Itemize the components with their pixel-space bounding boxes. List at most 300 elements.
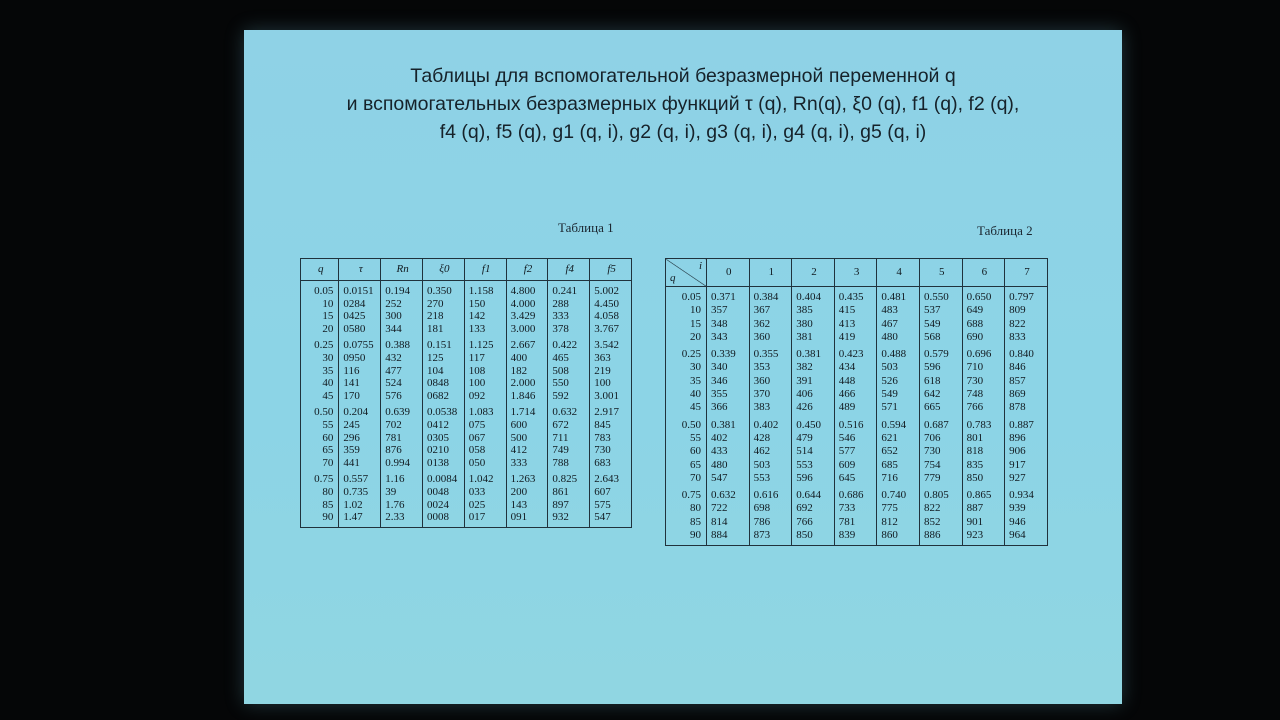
table-cell: 781 [834,516,877,529]
table-cell: 1.76 [381,499,423,512]
table-cell: 419 [834,331,877,344]
row-q-cell: 60 [301,432,339,445]
table-row [301,486,632,499]
table-cell: 0.934 [1005,485,1048,502]
table-cell: 857 [1005,375,1048,388]
table2-corner-cell [666,259,707,287]
table-row [301,432,632,445]
table-row [666,445,1048,458]
table-cell: 0.481 [877,287,920,305]
table-cell: 0.355 [749,344,792,361]
table-cell: 050 [464,457,506,470]
table-cell: 596 [919,361,962,374]
table-cell: 0.805 [919,485,962,502]
table-cell: 0.840 [1005,344,1048,361]
table-cell: 4.058 [590,310,632,323]
table-cell: 348 [707,318,750,331]
table-row [301,511,632,527]
table-cell: 4.800 [506,281,548,298]
table-row [301,377,632,390]
table-cell: 901 [962,516,1005,529]
table-row [666,388,1048,401]
table2-header-cell: 4 [877,259,920,287]
table-cell: 370 [749,388,792,401]
table-cell: 927 [1005,472,1048,485]
row-q-cell: 0.50 [301,402,339,419]
table-cell: 406 [792,388,835,401]
table-cell: 1.47 [339,511,381,527]
row-q-cell: 40 [301,377,339,390]
table-cell: 0.639 [381,402,423,419]
table-cell: 0.686 [834,485,877,502]
table-cell: 672 [548,419,590,432]
table-cell: 781 [381,432,423,445]
table-row [301,352,632,365]
table-cell: 835 [962,459,1005,472]
table-cell: 067 [464,432,506,445]
table-cell: 852 [919,516,962,529]
table2-header-row [666,259,1048,287]
table-cell: 432 [381,352,423,365]
table-row [301,457,632,470]
row-q-cell: 0.25 [666,344,707,361]
table-cell: 104 [423,365,465,378]
table1-header-cell: f4 [548,259,590,281]
table-cell: 886 [919,529,962,546]
table-cell: 526 [877,375,920,388]
table-cell: 896 [1005,432,1048,445]
table-cell: 692 [792,502,835,515]
table1-header-cell: τ [339,259,381,281]
table-cell: 553 [749,472,792,485]
table-cell: 3.542 [590,335,632,352]
table-cell: 0.350 [423,281,465,298]
table-cell: 748 [962,388,1005,401]
table-cell: 252 [381,298,423,311]
table-cell: 142 [464,310,506,323]
table-cell: 0.0151 [339,281,381,298]
table-cell: 480 [707,459,750,472]
table-cell: 333 [506,457,548,470]
table-cell: 362 [749,318,792,331]
table-cell: 0.644 [792,485,835,502]
table-row [666,516,1048,529]
corner-col-label: i [698,260,702,272]
row-q-cell: 0.75 [301,469,339,486]
table-cell: 2.000 [506,377,548,390]
table-cell: 514 [792,445,835,458]
table-row [666,361,1048,374]
table2-header-cell: 2 [792,259,835,287]
row-q-cell: 15 [301,310,339,323]
table-row [301,298,632,311]
table-cell: 833 [1005,331,1048,344]
table-cell: 1.263 [506,469,548,486]
table-cell: 547 [707,472,750,485]
table-cell: 801 [962,432,1005,445]
table-cell: 0.339 [707,344,750,361]
table-row [301,402,632,419]
table-cell: 571 [877,401,920,414]
table-cell: 730 [962,375,1005,388]
row-q-cell: 30 [301,352,339,365]
table-cell: 0008 [423,511,465,527]
table-cell: 344 [381,323,423,336]
table-cell: 353 [749,361,792,374]
table-cell: 0.435 [834,287,877,305]
row-q-cell: 10 [666,304,707,317]
table-cell: 433 [707,445,750,458]
row-q-cell: 55 [301,419,339,432]
table-cell: 125 [423,352,465,365]
table-row [666,375,1048,388]
row-q-cell: 55 [666,432,707,445]
table-row [666,344,1048,361]
row-q-cell: 90 [666,529,707,546]
table-cell: 4.450 [590,298,632,311]
table-cell: 822 [1005,318,1048,331]
table-cell: 698 [749,502,792,515]
table-cell: 360 [749,375,792,388]
table-cell: 766 [792,516,835,529]
table-cell: 2.917 [590,402,632,419]
table-row [301,335,632,352]
table-row [666,401,1048,414]
table-cell: 296 [339,432,381,445]
table-cell: 0.632 [548,402,590,419]
row-q-cell: 35 [301,365,339,378]
table-cell: 0580 [339,323,381,336]
table-row [301,469,632,486]
table-cell: 730 [590,444,632,457]
table-cell: 939 [1005,502,1048,515]
table-cell: 343 [707,331,750,344]
row-q-cell: 15 [666,318,707,331]
table-row [666,529,1048,546]
table-cell: 642 [919,388,962,401]
table-cell: 621 [877,432,920,445]
table2-header-cell: 3 [834,259,877,287]
table-cell: 300 [381,310,423,323]
table-row [666,318,1048,331]
table2-header-cell: 6 [962,259,1005,287]
row-q-cell: 20 [301,323,339,336]
table-cell: 850 [962,472,1005,485]
table-cell: 0.687 [919,415,962,432]
table1-body [301,281,632,528]
table-cell: 0.632 [707,485,750,502]
table-cell: 809 [1005,304,1048,317]
table-cell: 0.550 [919,287,962,305]
table-cell: 861 [548,486,590,499]
table-cell: 270 [423,298,465,311]
row-q-cell: 70 [301,457,339,470]
table-cell: 182 [506,365,548,378]
table-cell: 1.042 [464,469,506,486]
row-q-cell: 0.05 [301,281,339,298]
table-row [301,390,632,403]
table1-header-cell: f1 [464,259,506,281]
table-cell: 141 [339,377,381,390]
table-cell: 546 [834,432,877,445]
table-cell: 0.650 [962,287,1005,305]
table-cell: 333 [548,310,590,323]
table-cell: 710 [962,361,1005,374]
table-cell: 477 [381,365,423,378]
table1 [300,258,632,528]
table-cell: 480 [877,331,920,344]
table-cell: 402 [707,432,750,445]
table-cell: 0412 [423,419,465,432]
table-cell: 1.083 [464,402,506,419]
row-q-cell: 85 [666,516,707,529]
table-cell: 025 [464,499,506,512]
table-cell: 0425 [339,310,381,323]
table-cell: 850 [792,529,835,546]
table-cell: 200 [506,486,548,499]
table-cell: 730 [919,445,962,458]
table-cell: 0.204 [339,402,381,419]
table-cell: 754 [919,459,962,472]
table-cell: 596 [792,472,835,485]
table-cell: 170 [339,390,381,403]
table-cell: 878 [1005,401,1048,414]
table-cell: 2.667 [506,335,548,352]
table-cell: 0.887 [1005,415,1048,432]
table-cell: 0.488 [877,344,920,361]
row-q-cell: 0.25 [301,335,339,352]
table-cell: 0138 [423,457,465,470]
table-cell: 818 [962,445,1005,458]
table-cell: 503 [877,361,920,374]
table-cell: 822 [919,502,962,515]
table-cell: 702 [381,419,423,432]
row-q-cell: 65 [666,459,707,472]
table-cell: 549 [877,388,920,401]
table-cell: 884 [707,529,750,546]
table-cell: 479 [792,432,835,445]
table-cell: 412 [506,444,548,457]
table-cell: 413 [834,318,877,331]
table-cell: 923 [962,529,1005,546]
table-cell: 5.002 [590,281,632,298]
table-cell: 366 [707,401,750,414]
table-cell: 839 [834,529,877,546]
table-cell: 0.241 [548,281,590,298]
table-cell: 897 [548,499,590,512]
table-cell: 346 [707,375,750,388]
table-cell: 092 [464,390,506,403]
table-cell: 0.825 [548,469,590,486]
table-cell: 245 [339,419,381,432]
table-cell: 0.404 [792,287,835,305]
table-cell: 869 [1005,388,1048,401]
table-cell: 355 [707,388,750,401]
row-q-cell: 80 [666,502,707,515]
table-cell: 716 [877,472,920,485]
table-cell: 017 [464,511,506,527]
table-cell: 091 [506,511,548,527]
table-cell: 887 [962,502,1005,515]
table-cell: 441 [339,457,381,470]
row-q-cell: 85 [301,499,339,512]
table-cell: 845 [590,419,632,432]
table-cell: 4.000 [506,298,548,311]
table-cell: 378 [548,323,590,336]
table-cell: 607 [590,486,632,499]
table-cell: 181 [423,323,465,336]
row-q-cell: 90 [301,511,339,527]
row-q-cell: 0.05 [666,287,707,305]
table-cell: 400 [506,352,548,365]
table-cell: 711 [548,432,590,445]
table-cell: 1.714 [506,402,548,419]
table-cell: 500 [506,432,548,445]
table-cell: 0950 [339,352,381,365]
row-q-cell: 70 [666,472,707,485]
table2-header-cell: 0 [707,259,750,287]
title-line-1: Таблицы для вспомогательной безразмерной переменной q [410,65,956,87]
table-cell: 876 [381,444,423,457]
table-cell: 3.429 [506,310,548,323]
table-cell: 508 [548,365,590,378]
table-cell: 1.158 [464,281,506,298]
table-cell: 503 [749,459,792,472]
table-row [666,502,1048,515]
table-cell: 1.125 [464,335,506,352]
table-cell: 3.767 [590,323,632,336]
table-cell: 524 [381,377,423,390]
table-cell: 367 [749,304,792,317]
table-cell: 0.381 [792,344,835,361]
table-cell: 100 [590,377,632,390]
table-cell: 448 [834,375,877,388]
table2 [665,258,1048,546]
table-cell: 576 [381,390,423,403]
table-cell: 0.422 [548,335,590,352]
table-cell: 0.388 [381,335,423,352]
table-cell: 0.516 [834,415,877,432]
table-cell: 0.783 [962,415,1005,432]
table-cell: 690 [962,331,1005,344]
table-cell: 0.0084 [423,469,465,486]
table-cell: 733 [834,502,877,515]
table-cell: 0.0755 [339,335,381,352]
table-cell: 618 [919,375,962,388]
table-cell: 0048 [423,486,465,499]
table-cell: 150 [464,298,506,311]
table-cell: 665 [919,401,962,414]
table-cell: 609 [834,459,877,472]
title-line-3: f4 (q), f5 (q), g1 (q, i), g2 (q, i), g3 (q, i), g4 (q, i), g5 (q, i) [439,121,927,143]
table-cell: 788 [548,457,590,470]
table-cell: 0.151 [423,335,465,352]
slide-title [244,62,1122,146]
title-line-2: и вспомогательных безразмерных функций τ (q), Rn(q), ξ0 (q), f1 (q), f2 (q), [346,93,1020,115]
table-cell: 873 [749,529,792,546]
table-cell: 385 [792,304,835,317]
table-row [666,287,1048,305]
slide [244,30,1122,704]
table-cell: 0.371 [707,287,750,305]
table1-caption: Таблица 1 [558,220,614,235]
table-cell: 1.846 [506,390,548,403]
table1-header-cell: ξ0 [423,259,465,281]
table-cell: 0.994 [381,457,423,470]
row-q-cell: 35 [666,375,707,388]
table1-header-cell: q [301,259,339,281]
table-cell: 812 [877,516,920,529]
table-cell: 466 [834,388,877,401]
table-row [666,331,1048,344]
table-cell: 550 [548,377,590,390]
table-cell: 0.557 [339,469,381,486]
table-cell: 467 [877,318,920,331]
table-row [301,310,632,323]
table-cell: 553 [792,459,835,472]
table-cell: 722 [707,502,750,515]
table-cell: 0.384 [749,287,792,305]
table-cell: 575 [590,499,632,512]
table-cell: 0.616 [749,485,792,502]
table-row [666,472,1048,485]
table-cell: 2.643 [590,469,632,486]
table-cell: 0210 [423,444,465,457]
table-cell: 359 [339,444,381,457]
table-cell: 0682 [423,390,465,403]
table-cell: 600 [506,419,548,432]
table-row [301,499,632,512]
table2-header-cell: 7 [1005,259,1048,287]
table-cell: 0.579 [919,344,962,361]
table2-body [666,287,1048,546]
table-cell: 1.16 [381,469,423,486]
table-cell: 0.865 [962,485,1005,502]
table-cell: 462 [749,445,792,458]
table-cell: 779 [919,472,962,485]
table-row [666,415,1048,432]
table-cell: 415 [834,304,877,317]
table-row [301,444,632,457]
table-cell: 649 [962,304,1005,317]
table-cell: 860 [877,529,920,546]
corner-row-label: q [670,272,676,284]
table-cell: 0.402 [749,415,792,432]
table-cell: 2.33 [381,511,423,527]
table-cell: 0.696 [962,344,1005,361]
table-cell: 363 [590,352,632,365]
table-cell: 547 [590,511,632,527]
table-row [301,281,632,298]
table-cell: 537 [919,304,962,317]
table-cell: 946 [1005,516,1048,529]
table-cell: 0.450 [792,415,835,432]
table-cell: 3.000 [506,323,548,336]
table-row [301,365,632,378]
table-cell: 426 [792,401,835,414]
table-cell: 116 [339,365,381,378]
table-cell: 846 [1005,361,1048,374]
table-cell: 0.381 [707,415,750,432]
row-q-cell: 30 [666,361,707,374]
table-cell: 108 [464,365,506,378]
table-cell: 685 [877,459,920,472]
row-q-cell: 40 [666,388,707,401]
table-cell: 219 [590,365,632,378]
table-cell: 0284 [339,298,381,311]
row-q-cell: 45 [301,390,339,403]
table-row [666,459,1048,472]
